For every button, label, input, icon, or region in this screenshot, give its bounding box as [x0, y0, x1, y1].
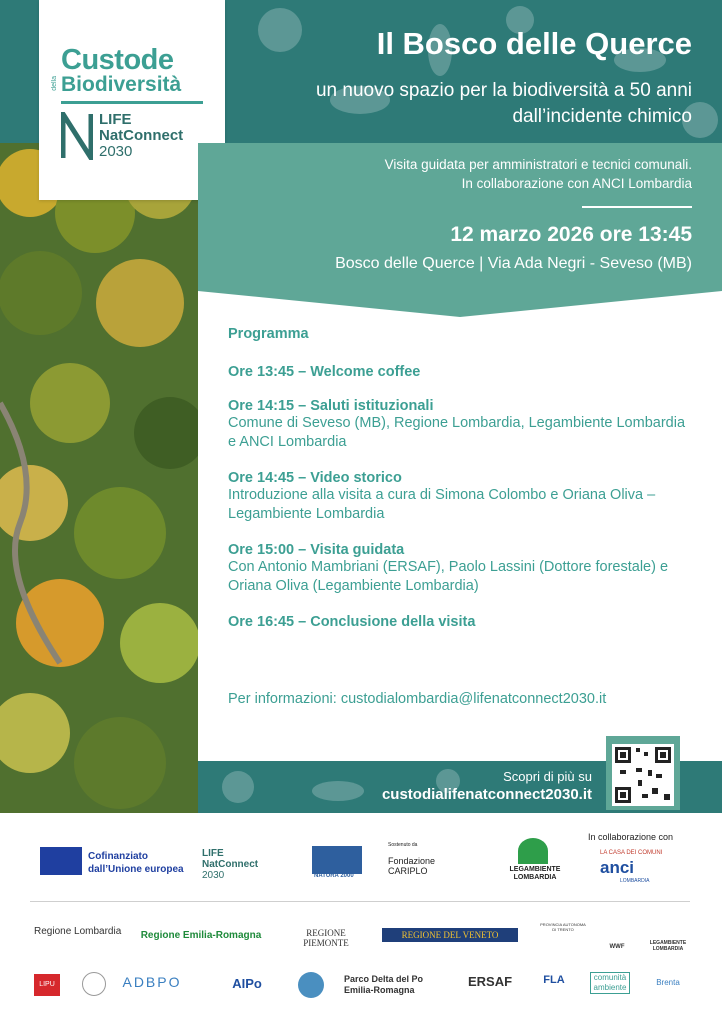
logo-della-text: della	[51, 76, 58, 91]
anci-sub-text: LOMBARDIA	[620, 878, 650, 884]
eu-flag-icon	[40, 847, 82, 875]
partner-fla: FLA	[543, 974, 565, 986]
partner-legambiente: LEGAMBIENTE LOMBARDIA	[649, 940, 687, 952]
page-title: Il Bosco delle Querce	[376, 26, 692, 61]
legambiente-leaf-icon	[518, 838, 548, 864]
in-collaborazione-text: In collaborazione con	[588, 832, 674, 842]
forest-aerial-photo	[0, 143, 198, 813]
partner-piemonte: REGIONE PIEMONTE	[303, 928, 349, 948]
program-item	[228, 542, 688, 596]
intro-line-1: Visita guidata per amministratori e tecnici comunali.	[384, 157, 692, 172]
cariplo-logo	[388, 856, 435, 876]
band-arrow	[198, 291, 722, 317]
program-heading: Programma	[228, 326, 309, 342]
natura-2000-text: NATURA 2000	[314, 873, 354, 879]
partner-wwf: WWF	[609, 944, 625, 950]
scopri-text: Scopri di più su	[503, 769, 592, 784]
event-info-band	[198, 143, 722, 291]
logo-life-text: LIFE	[99, 111, 132, 128]
legambiente-logo-text: LEGAMBIENTE LOMBARDIA	[509, 866, 561, 881]
intro-line-2: In collaborazione con ANCI Lombardia	[461, 176, 692, 191]
program-item	[228, 398, 688, 452]
program-item-title: Ore 15:00 – Visita guidata	[228, 542, 405, 558]
website-link[interactable]: custodialifenatconnect2030.it	[381, 786, 592, 803]
event-date: 12 marzo 2026 ore 13:45	[450, 223, 692, 246]
natura-2000-logo	[312, 846, 362, 874]
program-item-desc: Con Antonio Mambriani (ERSAF), Paolo Lassini (Dottore forestale) e Oriana Oliva (Legambiente Lombardia)	[228, 559, 669, 594]
program-section	[228, 326, 688, 648]
band-divider	[582, 206, 692, 208]
partner-globe-icon	[298, 972, 324, 998]
sponsor-natconnect-text: NatConnect	[202, 859, 259, 870]
logo-natconnect-text: NatConnect	[99, 127, 184, 144]
program-item	[228, 614, 688, 630]
program-item-title: Ore 13:45 – Welcome coffee	[228, 364, 421, 380]
partner-lipu: LIPU	[34, 974, 60, 996]
program-item-title: Ore 14:45 – Video storico	[228, 470, 402, 486]
partner-veneto: REGIONE DEL VENETO	[382, 928, 518, 942]
eu-line-2: dall’Unione europea	[88, 864, 184, 875]
program-item	[228, 470, 688, 524]
program-item	[228, 364, 688, 380]
program-item-desc: Comune di Seveso (MB), Regione Lombardia, Legambiente Lombardia e ANCI Lombardia	[228, 415, 686, 450]
eu-line-1: Cofinanziato	[88, 851, 148, 862]
contact-info[interactable]: Per informazioni: custodialombardia@lifenatconnect2030.it	[228, 691, 607, 707]
logo-divider	[61, 101, 203, 104]
partner-brenta: Brenta	[656, 978, 680, 987]
casa-comuni-text: LA CASA DEI COMUNI	[600, 850, 663, 856]
event-intro	[232, 155, 692, 193]
eu-cofinanced-logo	[88, 850, 184, 876]
cariplo-text: CARIPLO	[388, 866, 428, 876]
partner-trento: PROVINCIA AUTONOMA DI TRENTO	[540, 922, 586, 932]
logos-divider	[30, 901, 690, 902]
logo-year-text: 2030	[99, 143, 133, 160]
logo-life-natconnect	[99, 112, 183, 160]
fondazione-text: Fondazione	[388, 856, 436, 866]
anci-logo: anci	[600, 858, 635, 877]
qr-code-icon[interactable]	[612, 744, 674, 806]
logo-custode-text: Custode	[61, 44, 174, 76]
forest-trees-icon	[0, 143, 198, 813]
partner-aipo: AIPo	[232, 976, 262, 991]
program-item-title: Ore 14:15 – Saluti istituzionali	[228, 398, 434, 414]
program-item-title: Ore 16:45 – Conclusione della visita	[228, 614, 476, 630]
page-subtitle: un nuovo spazio per la biodiversità a 50 anni dall’incidente chimico	[315, 80, 692, 127]
event-place: Bosco delle Querce | Via Ada Negri - Seveso (MB)	[335, 255, 692, 272]
sponsor-year-text: 2030	[202, 870, 225, 881]
partner-parco-delta: Parco Delta del Po Emilia-Romagna	[344, 974, 424, 995]
sponsor-life-text: LIFE	[202, 848, 224, 859]
partner-emblem-icon	[82, 972, 106, 996]
logo-biodiversita-text: Biodiversità	[61, 73, 182, 96]
life-natconnect-logo	[202, 848, 258, 881]
partner-regione-lombardia: Regione Lombardia	[34, 926, 122, 937]
partner-comunita-ambiente: comunità ambiente	[590, 972, 630, 994]
sostenuto-text: Sostenuto da	[388, 842, 418, 848]
program-item-desc: Introduzione alla visita a cura di Simona Colombo e Oriana Oliva – Legambiente Lombardia	[228, 487, 656, 522]
partner-emilia-romagna: Regione Emilia-Romagna	[140, 930, 262, 941]
partner-adbpo: ADBPO	[122, 974, 182, 990]
partner-ersaf: ERSAF	[467, 974, 513, 989]
natconnect-n-icon	[61, 112, 93, 160]
